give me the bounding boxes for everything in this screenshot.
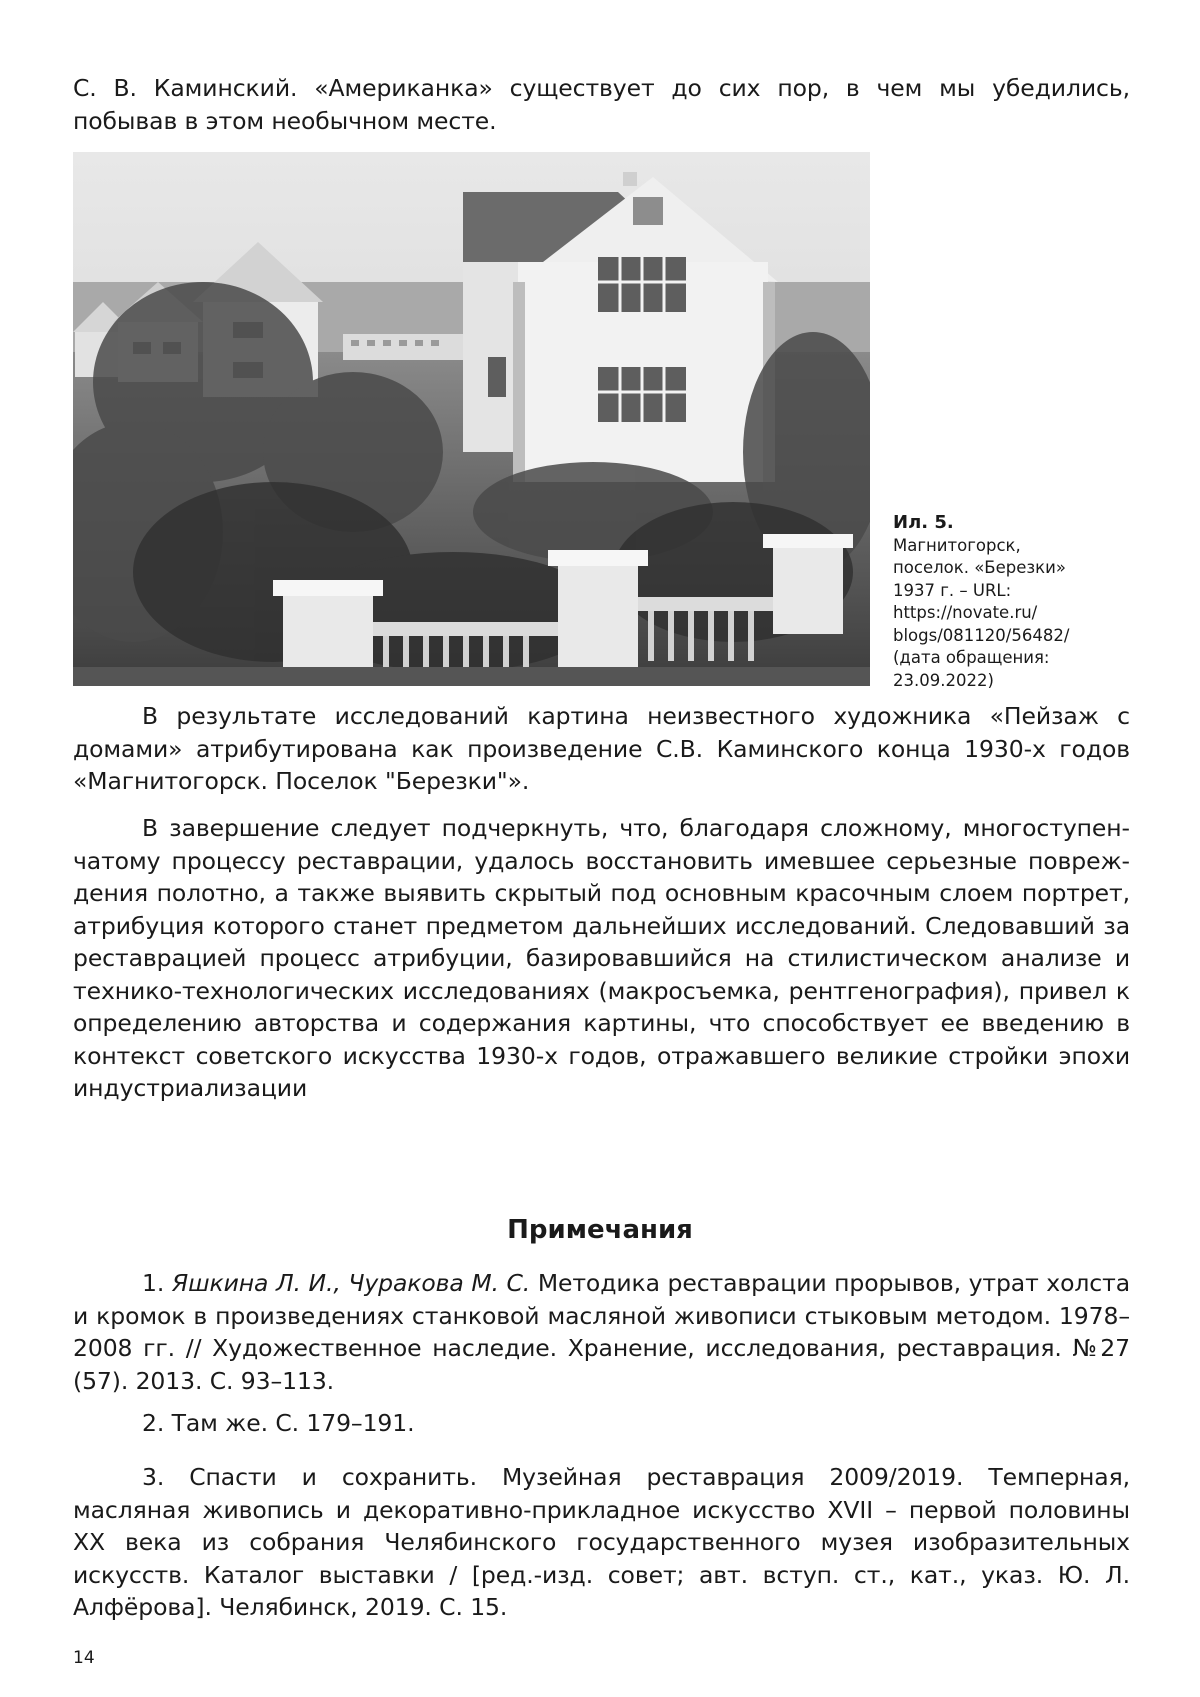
caption-link[interactable]: https://novate.ru/ <box>893 603 1038 622</box>
figure-caption <box>893 512 1123 692</box>
caption-line: 1937 г. – URL: <box>893 580 1012 600</box>
caption-link[interactable]: blogs/081120/56482/ <box>893 625 1070 645</box>
page-number: 14 <box>73 1648 95 1668</box>
result-paragraph: В результате исследований картина неизвестного художника «Пейзаж с домами» атрибутирована как произведение С.В. Каминского конца 1930-х годов «Магнитогорск. Поселок "Березки"». <box>73 702 1130 795</box>
note-1 <box>73 1267 1130 1397</box>
caption-label: Ил. 5. <box>893 512 954 533</box>
caption-line: 23.09.2022) <box>893 670 994 690</box>
note-authors: Яшкина Л. И., Чуракова М. С. <box>171 1269 531 1297</box>
caption-line: поселок. «Березки» <box>893 558 1066 577</box>
conclusion-paragraph: В завершение следует подчеркнуть, что, благодаря сложному, многоступенчатому процессу реставрации, удалось восстановить имевшее серьезные повреждения полотно, а также выявить скрытый под основным красочным слоем портрет, атрибуция которого станет предметом дальнейших исследований. Следовавший за реставрацией процесс атрибуции, базировавшийся на стилистическом анализе и технико-технологических исследованиях (макросъемка, рентгенография), привел к определению авторства и содержания картины, что способствует ее введению в контекст советского искусства 1930-х годов, отражавшего великие стройки эпохи индустриализации <box>73 814 1130 1102</box>
note-2: 2. Там же. С. 179–191. <box>142 1409 415 1437</box>
note-text: Методика реставрации прорывов, утрат холста и кромок в произведениях станковой масляной живописи стыковым методом. 1978–2008 гг. // Художественное наследие. Хранение, исследования, реставрация. №27 (57). 2013. С. 93–113. <box>73 1269 1131 1395</box>
note-3: 3. Спасти и сохранить. Музейная реставрация 2009/2019. Темперная, масляная живопись и декоративно-прикладное искусство XVII – первой половины XX века из собрания Челябинского государственного музея изобразительных искусств. Каталог выставки / [ред.-изд. совет; авт. вступ. ст., кат., указ. Ю. Л. Алфёрова]. Челябинск, 2019. С. 15. <box>73 1463 1130 1621</box>
notes-heading: Примечания <box>507 1215 693 1245</box>
settlement-photo <box>73 152 870 686</box>
intro-paragraph: С. В. Каминский. «Американка» существует до сих пор, в чем мы убедились, побывав в этом необычном месте. <box>73 74 1130 135</box>
caption-line: (дата обращения: <box>893 648 1050 667</box>
caption-line: Магнитогорск, <box>893 535 1021 555</box>
note-number: 1. <box>142 1269 165 1297</box>
